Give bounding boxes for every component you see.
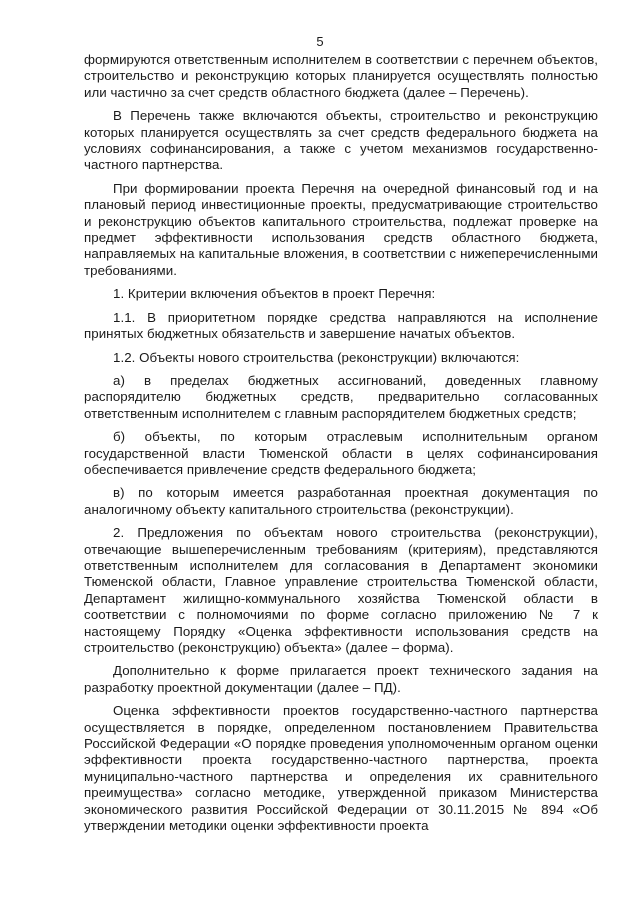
paragraph-federal-cofinancing: В Перечень также включаются объекты, строительство и реконструкцию которых планируется осуществлять за счет средств федерального бюджета на условиях софинансирования, а также с учетом механизмов государственно-частного партнерства. bbox=[84, 108, 598, 173]
paragraph-criteria-heading: 1. Критерии включения объектов в проект Перечня: bbox=[113, 286, 436, 302]
paragraph-item-b: б) объекты, по которым отраслевым исполнительным органом государственной власти Тюменской области в целях софинансирования обеспечивается привлечение средств федерального бюджета; bbox=[84, 429, 598, 477]
paragraph-item-v: в) по которым имеется разработанная проектная документация по аналогичному объекту капитального строительства (реконструкции). bbox=[84, 485, 598, 517]
document-body bbox=[84, 52, 598, 841]
paragraph-perechen-definition: формируются ответственным исполнителем в соответствии с перечнем объектов, строительство и реконструкцию которых планируется осуществлять полностью или частично за счет средств областного бюджета (далее – Перечень). bbox=[84, 52, 598, 100]
paragraph-ppp-assessment: Оценка эффективности проектов государственно-частного партнерства осуществляется в порядке, определенном постановлением Правительства Российской Федерации «О порядке проведения уполномоченным органом оценки эффективности проекта государственно-частного партнерства, проекта муниципально-частного партнерства и определения их сравнительного преимущества» согласно методике, утвержденной приказом Министерства экономического развития Российской Федерации от 30.11.2015 № 894 «Об утверждении методики оценки эффективности проекта bbox=[84, 703, 598, 834]
page-number: 5 bbox=[316, 34, 324, 49]
paragraph-proposals: 2. Предложения по объектам нового строительства (реконструкции), отвечающие вышеперечисленным требованиям (критериям), представляются ответственным исполнителем для согласования в Департамент экономики Тюменской области, Главное управление строительства Тюменской области, Департамент жилищно-коммунального хозяйства Тюменской области в соответствии с полномочиями по форме согласно приложению № 7 к настоящему Порядку «Оценка эффективности использования средств на строительство (реконструкцию) объекта» (далее – форма). bbox=[84, 525, 598, 655]
paragraph-item-a: а) в пределах бюджетных ассигнований, доведенных главному распорядителю бюджетных средств, предварительно согласованных ответственным исполнителем с главным распорядителем бюджетных средств; bbox=[84, 372, 598, 421]
paragraph-efficiency-check: При формировании проекта Перечня на очередной финансовый год и на плановый период инвестиционные проекты, предусматривающие строительство и реконструкцию объектов капитального строительства, подлежат проверке на предмет эффективности использования средств областного бюджета, направляемых на капитальные вложения, в соответствии с нижеперечисленными требованиями. bbox=[84, 180, 598, 278]
paragraph-criterion-1-2: 1.2. Объекты нового строительства (реконструкции) включаются: bbox=[113, 349, 520, 365]
paragraph-technical-assignment: Дополнительно к форме прилагается проект технического задания на разработку проектной документации (далее – ПД). bbox=[84, 663, 598, 695]
paragraph-criterion-1-1: 1.1. В приоритетном порядке средства направляются на исполнение принятых бюджетных обязательств и завершение начатых объектов. bbox=[84, 309, 598, 342]
